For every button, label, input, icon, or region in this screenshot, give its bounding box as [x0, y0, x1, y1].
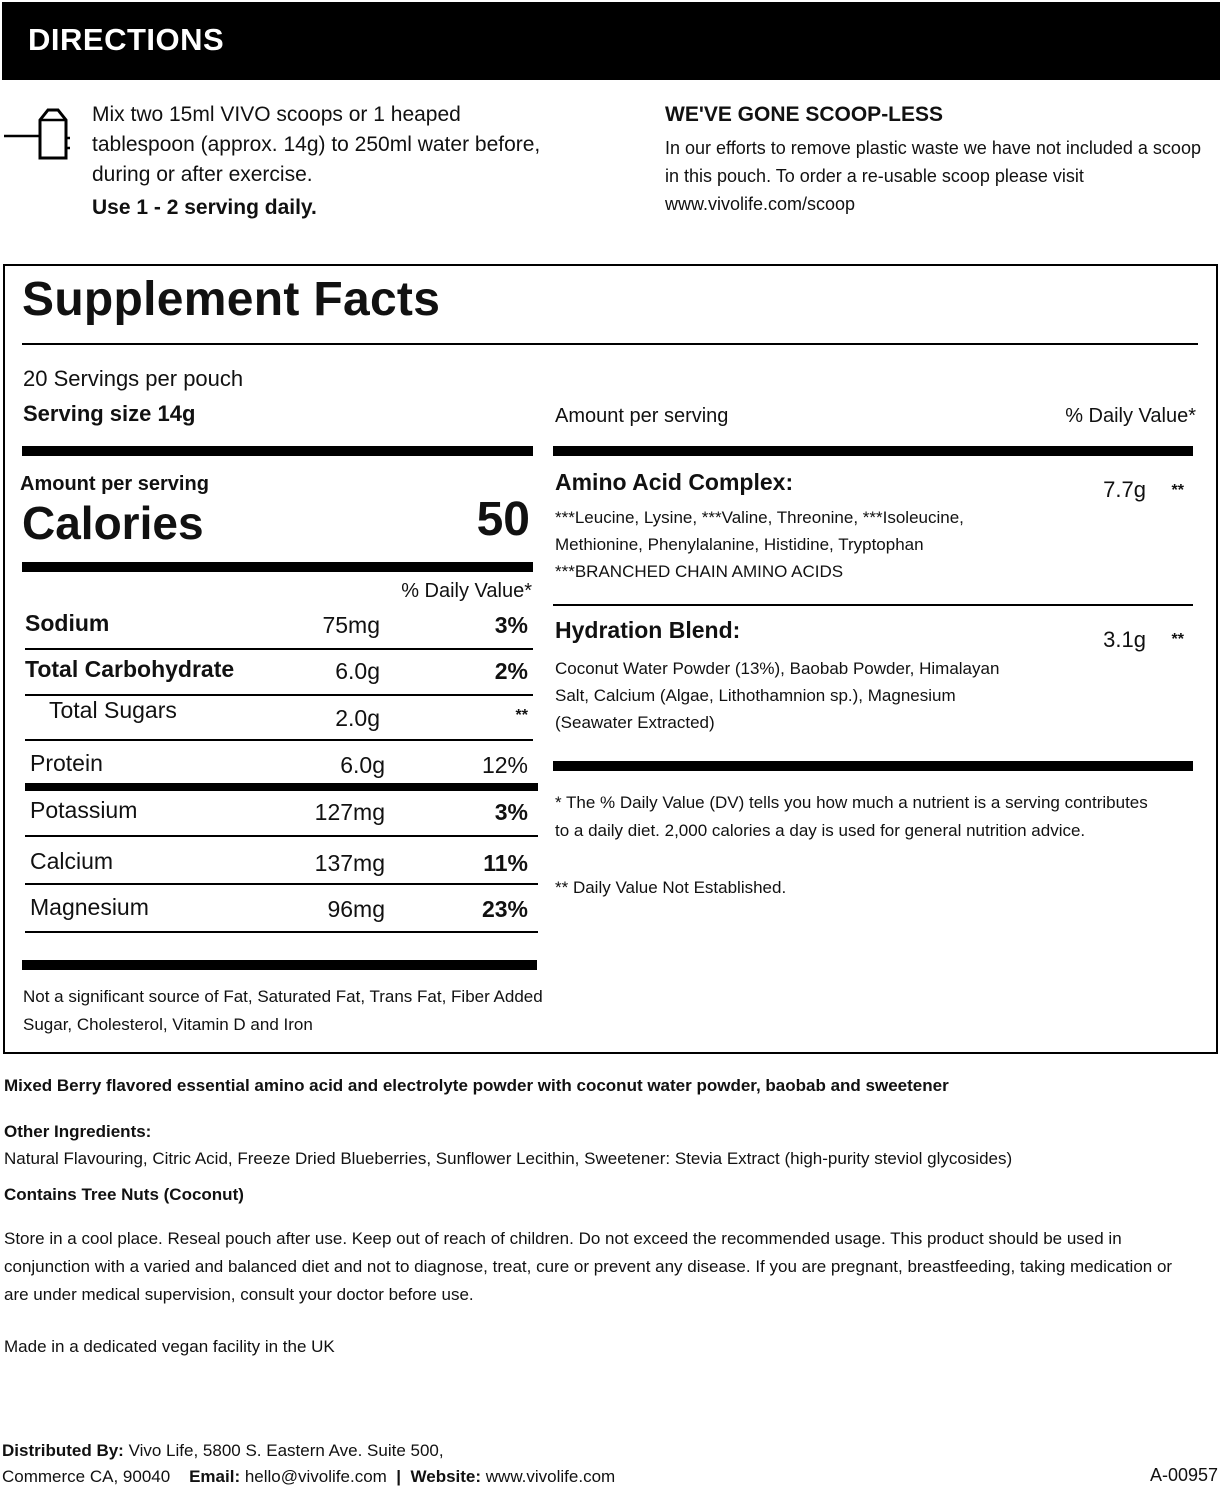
nutrient-name: Potassium: [30, 797, 138, 823]
distributor-line: [2, 1441, 444, 1461]
nutrient-amount: 96mg: [327, 896, 385, 922]
row-divider: [25, 835, 538, 837]
right-daily-value-header: % Daily Value*: [1065, 405, 1196, 427]
hydration-blend-line: (Seawater Extracted): [555, 713, 715, 732]
row-divider: [25, 739, 533, 741]
directions-text: Mix two 15ml VIVO scoops or 1 heaped tablespoon (approx. 14g) to 250ml water before, during or after exercise.: [92, 103, 541, 186]
amino-acid-line: ***Leucine, Lysine, ***Valine, Threonine, ***Isoleucine,: [555, 508, 964, 527]
not-significant-note: Not a significant source of Fat, Saturated Fat, Trans Fat, Fiber Added Sugar, Cholesterol, Vitamin D and Iron: [23, 987, 543, 1034]
calories-label: Calories: [22, 497, 204, 549]
daily-value-header: % Daily Value*: [401, 580, 532, 602]
amino-acid-title: Amino Acid Complex:: [555, 469, 794, 495]
nutrient-row: [30, 848, 530, 888]
row-divider: [25, 648, 533, 650]
nutrient-row: [30, 797, 530, 837]
nutrient-name: Sodium: [25, 610, 110, 636]
scoopless-title: WE'VE GONE SCOOP-LESS: [665, 103, 944, 126]
nutrient-name: Magnesium: [30, 894, 149, 920]
nutrient-amount: 127mg: [314, 799, 385, 825]
row-divider: [25, 694, 533, 696]
right-amount-per-serving-label: Amount per serving: [555, 405, 729, 427]
row-divider: [25, 931, 538, 933]
supplement-facts-title: Supplement Facts: [22, 273, 441, 326]
storage-warning: Store in a cool place. Reseal pouch after use. Keep out of reach of children. Do not exceed the recommended usage. This product should be used in conjunction with a varied and balanced diet and not to diagnose, treat, cure or prevent any disease. If you are pregnant, breastfeeding, taking medication or are under medical supervision, consult your doctor before use.: [4, 1229, 1173, 1304]
nutrient-amount: 6.0g: [335, 658, 380, 684]
nutrient-dv: 11%: [483, 850, 528, 876]
amino-acid-line: Methionine, Phenylalanine, Histidine, Tryptophan: [555, 535, 924, 554]
hydration-blend-amount: 3.1g: [1103, 627, 1146, 652]
distributor-address: Vivo Life, 5800 S. Eastern Ave. Suite 500,: [123, 1441, 444, 1460]
thick-divider: [25, 783, 538, 791]
nutrient-row: [25, 656, 530, 696]
nutrient-row: [25, 697, 530, 737]
divider: [22, 343, 1198, 345]
distributor-city: Commerce CA, 90040: [2, 1467, 171, 1486]
email-address: hello@vivolife.com: [240, 1467, 387, 1486]
amino-acid-list: [555, 504, 1095, 585]
directions-usage: Use 1 - 2 serving daily.: [92, 196, 317, 219]
daily-value-note: * The % Daily Value (DV) tells you how much a nutrient is a serving contributes to a daily diet. 2,000 calories a day is used for general nutrition advice.: [555, 793, 1148, 840]
nutrient-dv: 3%: [494, 799, 528, 825]
amount-per-serving-label: Amount per serving: [20, 473, 209, 495]
other-ingredients-heading: Other Ingredients:: [4, 1122, 152, 1141]
nutrient-amount: 6.0g: [340, 752, 385, 778]
made-in-statement: Made in a dedicated vegan facility in the UK: [4, 1337, 335, 1356]
amino-acid-dv: **: [1171, 482, 1184, 499]
thick-divider: [553, 761, 1193, 771]
hydration-blend-dv: **: [1171, 631, 1184, 648]
row-divider: [25, 883, 538, 885]
nutrient-name: Total Carbohydrate: [25, 656, 235, 682]
nutrient-amount: 75mg: [322, 612, 380, 638]
amino-acid-line: ***BRANCHED CHAIN AMINO ACIDS: [555, 562, 844, 581]
thick-divider: [22, 446, 533, 456]
nutrient-dv: 12%: [481, 752, 528, 778]
scoopless-text: In our efforts to remove plastic waste we have not included a scoop in this pouch. To order a re-usable scoop please visit www.vivolife.com/scoop: [665, 138, 1201, 214]
thick-divider: [553, 446, 1193, 456]
serving-size: Serving size 14g: [23, 401, 196, 426]
daily-value-not-established-note: ** Daily Value Not Established.: [555, 878, 787, 897]
nutrient-dv: **: [515, 707, 528, 724]
product-code: A-00957: [1149, 1465, 1218, 1485]
row-divider: [553, 604, 1193, 606]
product-description: Mixed Berry flavored essential amino acid and electrolyte powder with coconut water powder, baobab and sweetener: [4, 1076, 949, 1095]
servings-per-pouch: 20 Servings per pouch: [23, 366, 244, 391]
nutrient-amount: 137mg: [314, 850, 385, 876]
nutrient-name: Total Sugars: [49, 697, 177, 723]
nutrient-dv: 23%: [481, 896, 528, 922]
distributor-label: Distributed By:: [2, 1441, 124, 1460]
nutrient-row: [25, 610, 530, 650]
nutrient-dv: 2%: [494, 658, 528, 684]
contact-separator: |: [396, 1467, 402, 1486]
nutrient-name: Calcium: [30, 848, 114, 874]
distributor-contact-line: [2, 1467, 615, 1487]
allergen-statement: Contains Tree Nuts (Coconut): [4, 1185, 244, 1204]
amino-acid-amount: 7.7g: [1103, 477, 1146, 502]
email-label: Email:: [189, 1467, 241, 1486]
hydration-blend-line: Coconut Water Powder (13%), Baobab Powder, Himalayan: [555, 659, 1000, 678]
hydration-blend-line: Salt, Calcium (Algae, Lithothamnion sp.), Magnesium: [555, 686, 956, 705]
nutrient-row: [30, 894, 530, 934]
calories-value: 50: [476, 493, 530, 546]
scoop-icon: [4, 106, 72, 162]
nutrient-dv: 3%: [494, 612, 528, 638]
website-label: Website:: [410, 1467, 482, 1486]
nutrient-amount: 2.0g: [335, 705, 380, 731]
hydration-blend-title: Hydration Blend:: [555, 617, 741, 643]
thick-divider: [22, 562, 533, 572]
directions-title: DIRECTIONS: [28, 22, 225, 57]
thick-divider: [22, 960, 537, 970]
hydration-blend-list: [555, 655, 1095, 736]
other-ingredients-text: Natural Flavouring, Citric Acid, Freeze Dried Blueberries, Sunflower Lecithin, Sweetener: Stevia Extract (high-purity steviol glycosides): [4, 1149, 1013, 1168]
website-url: www.vivolife.com: [481, 1467, 616, 1486]
nutrient-name: Protein: [30, 750, 103, 776]
